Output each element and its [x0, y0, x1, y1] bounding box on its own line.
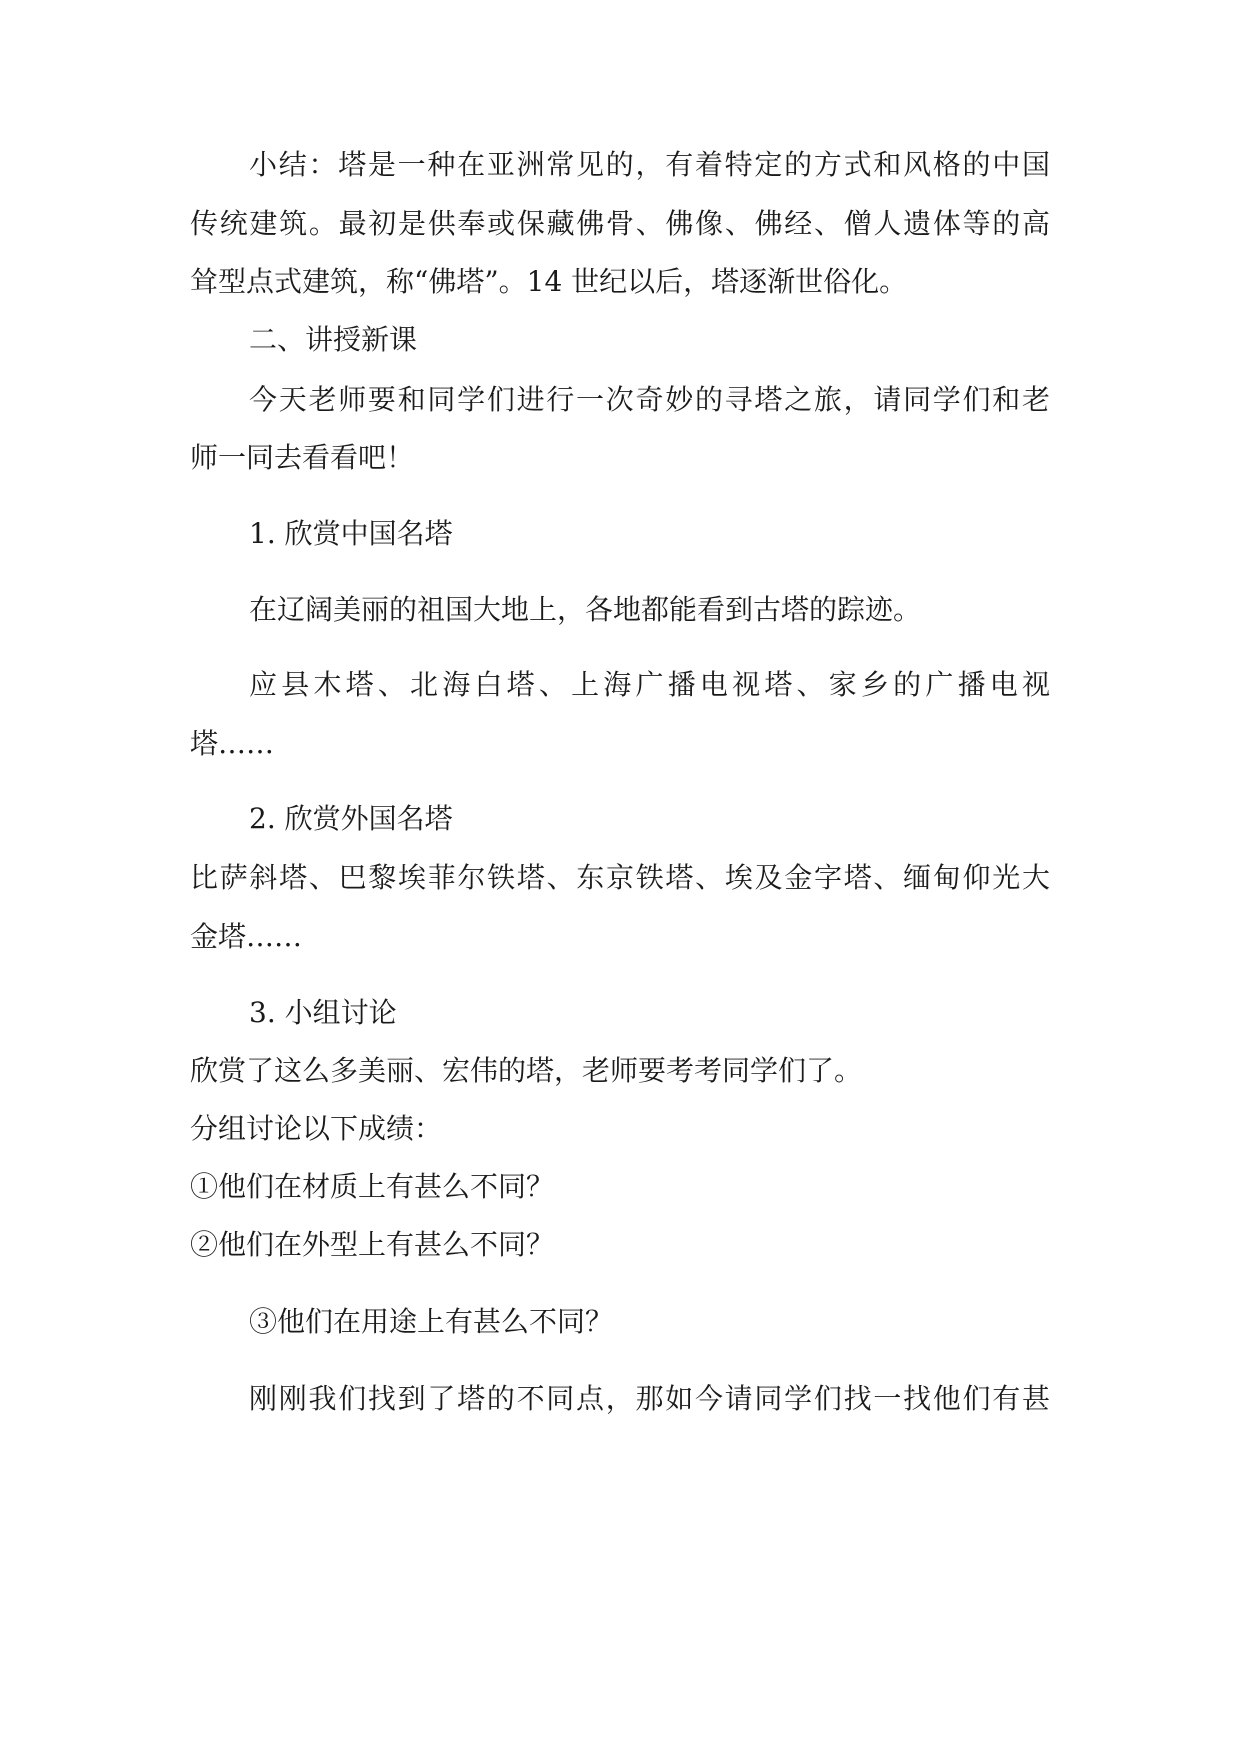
intro-line-1: 今天老师要和同学们进行一次奇妙的寻塔之旅，请同学们和老 — [249, 383, 1050, 416]
part3-intro: 欣赏了这么多美丽、宏伟的塔，老师要考考同学们了。 — [190, 1054, 863, 1087]
part2-list-line-2: 金塔…… — [190, 920, 303, 953]
question-2: ②他们在外型上有甚么不同？ — [190, 1228, 555, 1261]
part3-heading: 3. 小组讨论 — [249, 996, 397, 1029]
part1-text: 在辽阔美丽的祖国大地上，各地都能看到古塔的踪迹。 — [249, 593, 922, 626]
summary-line-2: 传统建筑。最初是供奉或保藏佛骨、佛像、佛经、僧人遗体等的高 — [190, 207, 1050, 240]
section-two-heading: 二、讲授新课 — [249, 323, 418, 356]
intro-line-2: 师一同去看看吧！ — [190, 441, 415, 474]
part2-heading: 2. 欣赏外国名塔 — [249, 802, 453, 835]
closing-line: 刚刚我们找到了塔的不同点，那如今请同学们找一找他们有甚 — [249, 1382, 1050, 1415]
part1-heading: 1. 欣赏中国名塔 — [249, 517, 453, 550]
part1-list-line-2: 塔…… — [190, 727, 275, 760]
summary-line-1: 小结：塔是一种在亚洲常见的，有着特定的方式和风格的中国 — [249, 148, 1050, 181]
part3-prompt: 分组讨论以下成绩： — [190, 1112, 443, 1145]
summary-line-3: 耸型点式建筑，称“佛塔”。14 世纪以后，塔逐渐世俗化。 — [190, 265, 908, 298]
question-3: ③他们在用途上有甚么不同？ — [249, 1305, 614, 1338]
part1-list-line-1: 应县木塔、北海白塔、上海广播电视塔、家乡的广播电视 — [249, 668, 1050, 701]
part2-list-line-1: 比萨斜塔、巴黎埃菲尔铁塔、东京铁塔、埃及金字塔、缅甸仰光大 — [190, 861, 1050, 894]
question-1: ①他们在材质上有甚么不同？ — [190, 1170, 555, 1203]
